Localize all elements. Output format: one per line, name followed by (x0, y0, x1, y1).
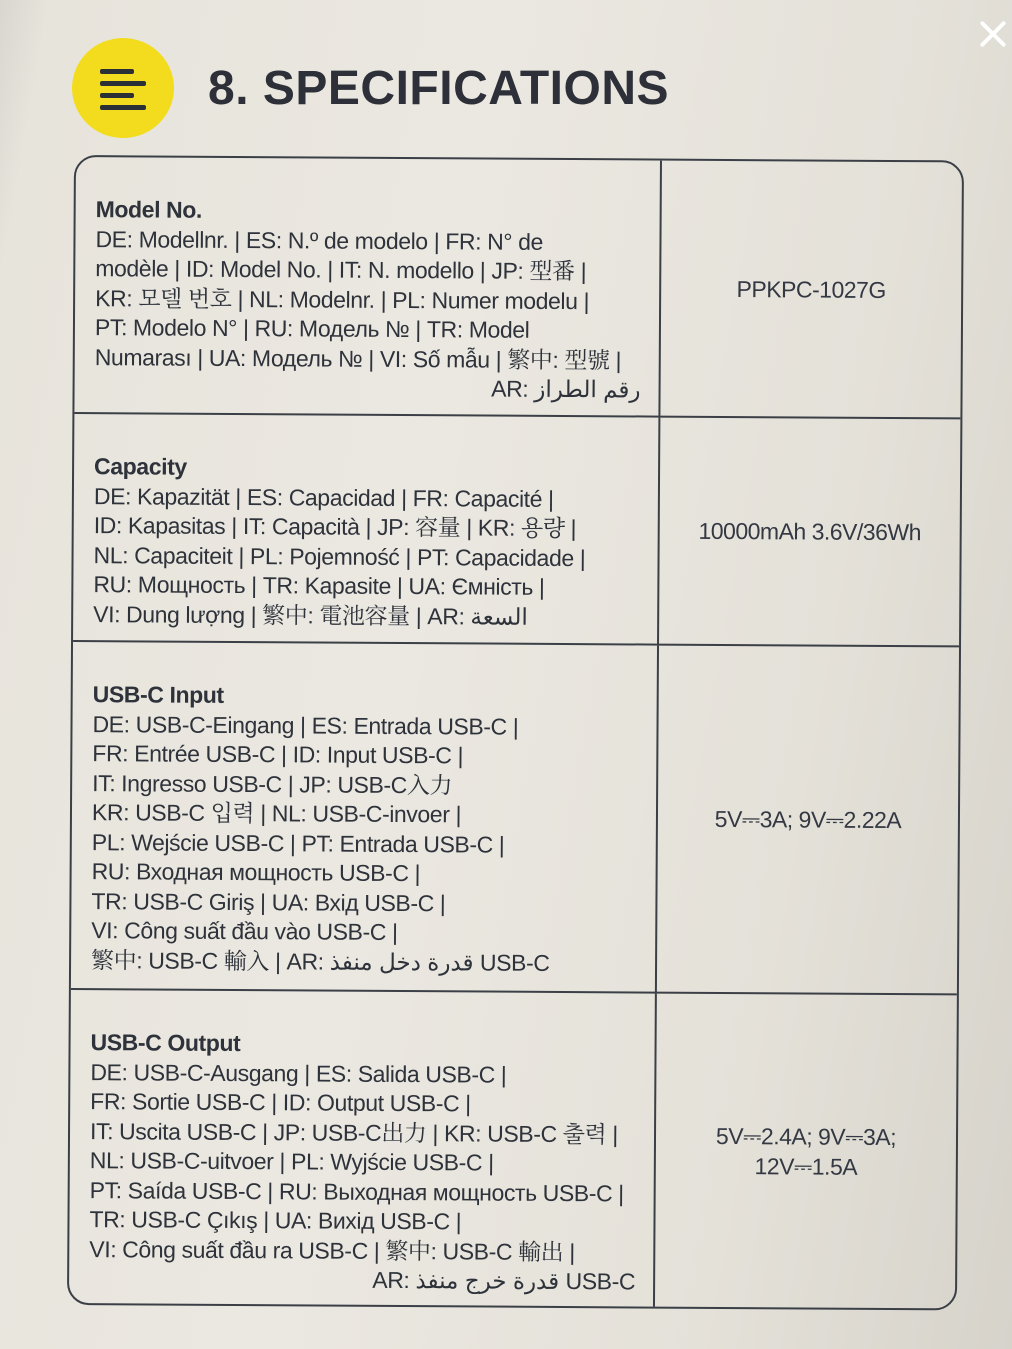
spec-translation-line: IT: Uscita USB-C | JP: USB-C出力 | KR: USB-C 출력 | (89, 1117, 619, 1147)
spec-value-block (716, 1121, 896, 1182)
spec-title: Model No. (95, 196, 203, 223)
spec-translation-line: DE: USB-C-Ausgang | ES: Salida USB-C | (90, 1058, 507, 1088)
spec-translation-line: RU: Входная мощность USB-C | (91, 858, 421, 887)
spec-value-text: 5V⎓2.4A; 9V⎓3A; (715, 1122, 897, 1150)
spec-translation-line: IT: Ingresso USB-C | JP: USB-C入力 (92, 769, 453, 798)
spec-translation-line: FR: Entrée USB-C | ID: Input USB-C | (92, 740, 464, 769)
spec-translation-line: NL: Capaciteit | PL: Pojemność | PT: Capacidade | (93, 541, 586, 571)
specifications-table (67, 155, 964, 1310)
spec-value-capacity (659, 418, 960, 648)
spec-translation-line: AR: رقم الطراز (491, 375, 641, 403)
spec-translation-line: PT: Saída USB-C | RU: Выходная мощность USB-C | (89, 1176, 624, 1206)
spec-value-text: PPKPC-1027G (736, 275, 886, 303)
spec-label-capacity (73, 414, 660, 646)
spec-translation-line: VI: Dung lượng | 繁中: 電池容量 | AR: السعة (93, 600, 528, 630)
spec-value-text: 10000mAh 3.6V/36Wh (698, 517, 922, 546)
spec-translation-line: PT: Modelo N° | RU: Модель № | TR: Model (94, 314, 530, 343)
spec-translation-line: TR: USB-C Giriş | UA: Вхід USB-C | (91, 887, 446, 916)
page-header (72, 38, 669, 138)
spec-translation-line: 繁中: USB-C 輸入 | AR: قدرة دخل منفذ USB-C (91, 946, 550, 976)
spec-translation-line: KR: 모델 번호 | NL: Modelnr. | PL: Numer modelu | (95, 284, 590, 314)
spec-translation-line: RU: Мощность | TR: Kapasite | UA: Ємність | (93, 571, 545, 600)
spec-title: USB-C Input (92, 681, 224, 708)
spec-value-model-no (660, 161, 962, 420)
spec-translation-line: TR: USB-C Çıkış | UA: Вихід USB-C | (89, 1206, 462, 1235)
specifications-list-icon (72, 38, 174, 138)
spec-translation-line: VI: Công suất đầu ra USB-C | 繁中: USB-C 輸出 | (89, 1235, 575, 1265)
spec-value-usb-c-input (657, 646, 959, 996)
spec-value-text: 5V⎓3A; 9V⎓2.22A (714, 805, 902, 834)
spec-value-text: 12V⎓1.5A (754, 1152, 858, 1180)
spec-label-usb-c-input (71, 642, 659, 994)
spec-translation-line: FR: Sortie USB-C | ID: Output USB-C | (90, 1088, 471, 1117)
spec-translation-line: ID: Kapasitas | IT: Capacità | JP: 容量 | KR: 용량 | (93, 512, 577, 542)
spec-translation-line: VI: Công suất đầu vào USB-C | (91, 917, 398, 945)
spec-title: USB-C Output (90, 1029, 241, 1057)
spec-label-model-no (74, 157, 662, 418)
spec-translation-line: DE: Kapazität | ES: Capacidad | FR: Capacité | (93, 482, 554, 512)
spec-translation-line: DE: Modellnr. | ES: N.º de modelo | FR: N° de (95, 225, 544, 255)
spec-translation-line: NL: USB-C-uitvoer | PL: Wyjście USB-C | (89, 1147, 494, 1176)
spec-translation-line: PL: Wejście USB-C | PT: Entrada USB-C | (91, 828, 505, 858)
spec-value-usb-c-output (655, 994, 957, 1309)
spec-translation-line: AR: قدرة خرج منفذ USB-C (372, 1266, 636, 1295)
spec-title: Capacity (94, 453, 187, 480)
spec-translation-line: modèle | ID: Model No. | IT: N. modello | JP: 型番 | (95, 255, 587, 285)
close-button[interactable] (972, 14, 1012, 54)
page-title: 8. SPECIFICATIONS (208, 61, 670, 115)
spec-translation-line: DE: USB-C-Eingang | ES: Entrada USB-C | (92, 710, 519, 740)
spec-translation-line: Numarası | UA: Модель № | VI: Số mẫu | 繁中: 型號 | (94, 343, 622, 373)
spec-translation-line: KR: USB-C 입력 | NL: USB-C-invoer | (91, 799, 462, 828)
spec-label-usb-c-output (69, 990, 657, 1307)
